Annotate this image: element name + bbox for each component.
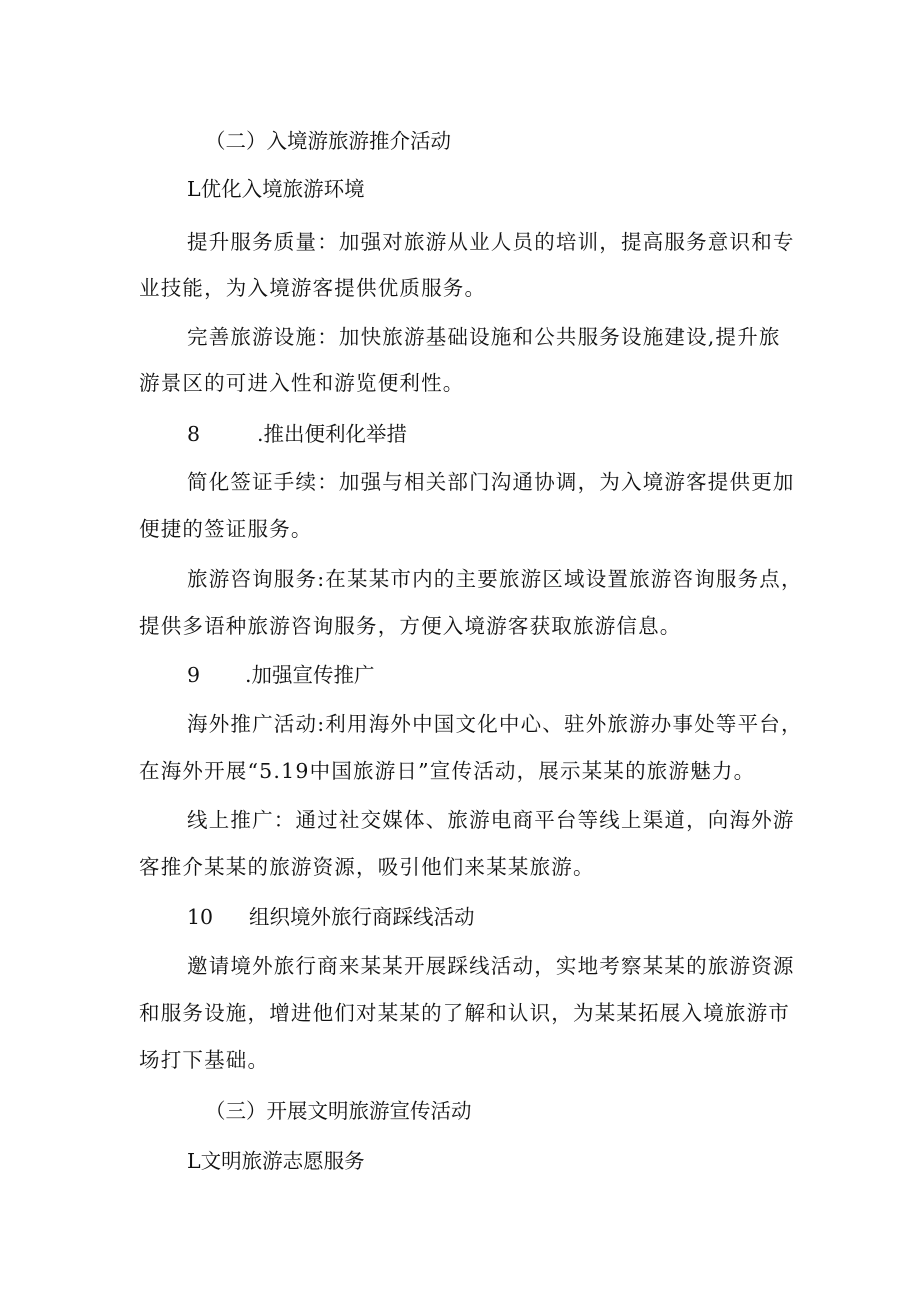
item-10-para-1-line-2: 和服务设施，增进他们对某某的了解和认识，为某某拓展入境旅游市: [139, 1001, 790, 1025]
item-8-para-2-line-1: 旅游咨询服务:在某某市内的主要旅游区域设置旅游咨询服务点，: [187, 567, 803, 591]
section-3-heading: （三）开展文明旅游宣传活动: [205, 1099, 472, 1123]
item-9-para-2-line-1: 线上推广：通过社交媒体、旅游电商平台等线上渠道，向海外游: [187, 808, 795, 832]
item-10-number: 10: [187, 905, 214, 929]
item-1-para-1-line-1: 提升服务质量：加强对旅游从业人员的培训，提高服务意识和专: [187, 230, 795, 254]
item-8-number: 8: [187, 422, 201, 446]
item-9-para-2-line-2: 客推介某某的旅游资源，吸引他们来某某旅游。: [139, 855, 595, 879]
item-8-heading: [187, 420, 407, 448]
item-9-heading: [187, 661, 375, 689]
item-1-para-2-line-2: 游景区的可进入性和游览便利性。: [139, 371, 465, 395]
item-9-number: 9: [187, 663, 201, 687]
item-10-para-1-line-3: 场打下基础。: [139, 1048, 270, 1072]
section-3-item-1-title: L文明旅游志愿服务: [187, 1149, 365, 1173]
item-10-heading: [187, 903, 475, 931]
item-1-title: L优化入境旅游环境: [187, 177, 365, 201]
item-10-para-1-line-1: 邀请境外旅行商来某某开展踩线活动，实地考察某某的旅游资源: [187, 954, 795, 978]
item-9-title: .加强宣传推广: [245, 663, 375, 687]
item-10-title: 组织境外旅行商踩线活动: [249, 905, 475, 929]
item-1-para-1-line-2: 业技能，为入境游客提供优质服务。: [139, 276, 487, 300]
item-9-para-1-line-1: 海外推广活动:利用海外中国文化中心、驻外旅游办事处等平台，: [187, 712, 803, 736]
section-2-heading: （二）入境游旅游推介活动: [205, 129, 451, 153]
item-8-para-2-line-2: 提供多语种旅游咨询服务，方便入境游客获取旅游信息。: [139, 614, 682, 638]
item-9-para-1-line-2: 在海外开展“5.19中国旅游日”宣传活动，展示某某的旅游魅力。: [139, 759, 756, 783]
item-8-para-1-line-1: 简化签证手续：加强与相关部门沟通协调，为入境游客提供更加: [187, 470, 795, 494]
item-8-para-1-line-2: 便捷的签证服务。: [139, 517, 313, 541]
item-8-title: .推出便利化举措: [257, 422, 408, 446]
item-1-para-2-line-1: 完善旅游设施：加快旅游基础设施和公共服务设施建设,提升旅: [187, 325, 781, 349]
